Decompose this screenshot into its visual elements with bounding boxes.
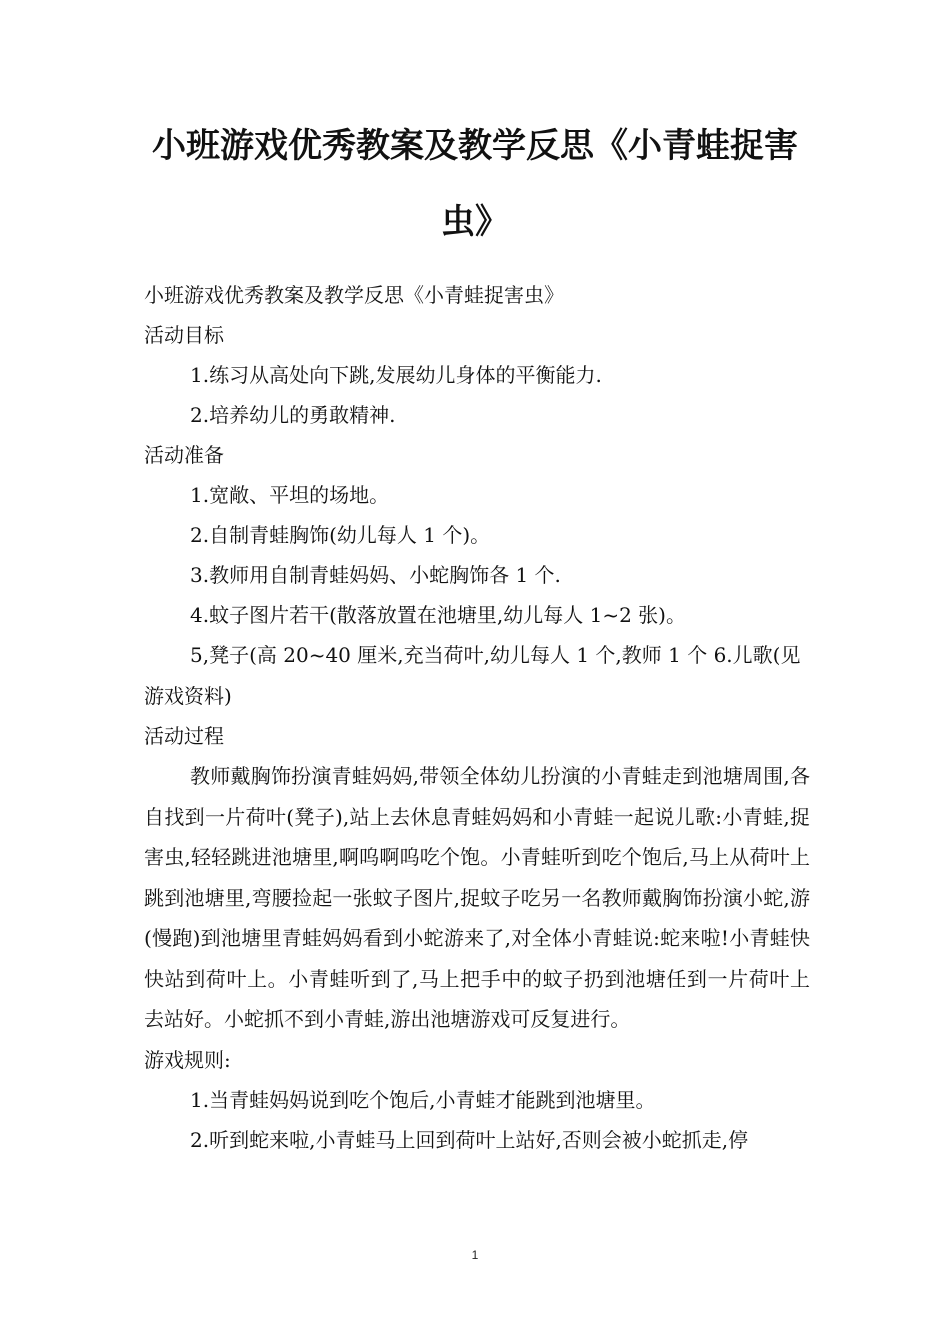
- rule-item: 1.当青蛙妈妈说到吃个饱后,小青蛙才能跳到池塘里。: [190, 1087, 656, 1112]
- page-number: 1: [471, 1248, 479, 1262]
- prep-item: 3.教师用自制青蛙妈妈、小蛇胸饰各 1 个.: [190, 563, 561, 587]
- process-paragraph: 教师戴胸饰扮演青蛙妈妈,带领全体幼儿扮演的小青蛙走到池塘周围,各自找到一片荷叶(凳子),站上去休息青蛙妈妈和小青蛙一起说儿歌:小青蛙,捉害虫,轻轻跳进池塘里,啊呜啊呜吃个饱。小青蛙听到吃个饱后,马上从荷叶上跳到池塘里,弯腰捡起一张蚊子图片,捉蚊子吃另一名教师戴胸饰扮演小蛇,游(慢跑)到池塘里青蛙妈妈看到小蛇游来了,对全体小青蛙说:蛇来啦!小青蛙快快站到荷叶上。小青蛙听到了,马上把手中的蚊子扔到池塘任到一片荷叶上去站好。小蛇抓不到小青蛙,游出池塘游戏可反复进行。: [144, 764, 810, 1031]
- section-heading-prep: 活动准备: [144, 443, 224, 467]
- goal-item: 2.培养幼儿的勇敢精神.: [190, 403, 396, 427]
- prep-item: 2.自制青蛙胸饰(幼儿每人 1 个)。: [190, 523, 491, 547]
- rule-item: 2.听到蛇来啦,小青蛙马上回到荷叶上站好,否则会被小蛇抓走,停: [190, 1127, 749, 1152]
- prep-item: 1.宽敞、平坦的场地。: [190, 483, 390, 507]
- document-body: [144, 275, 810, 1160]
- section-heading-process: 活动过程: [144, 724, 224, 748]
- prep-item: 5,凳子(高 20~40 厘米,充当荷叶,幼儿每人 1 个,教师 1 个 6.儿歌(见游戏资料): [144, 643, 801, 708]
- prep-item: 4.蚊子图片若干(散落放置在池塘里,幼儿每人 1~2 张)。: [190, 603, 686, 627]
- section-heading-rules: 游戏规则:: [144, 1047, 231, 1072]
- document-title-line-1: 小班游戏优秀教案及教学反思《小青蛙捉害: [152, 126, 798, 166]
- document-title-line-2: 虫》: [441, 202, 509, 242]
- section-heading-goals: 活动目标: [144, 323, 224, 347]
- document-subtitle: 小班游戏优秀教案及教学反思《小青蛙捉害虫》: [144, 283, 564, 307]
- goal-item: 1.练习从高处向下跳,发展幼儿身体的平衡能力.: [190, 363, 602, 387]
